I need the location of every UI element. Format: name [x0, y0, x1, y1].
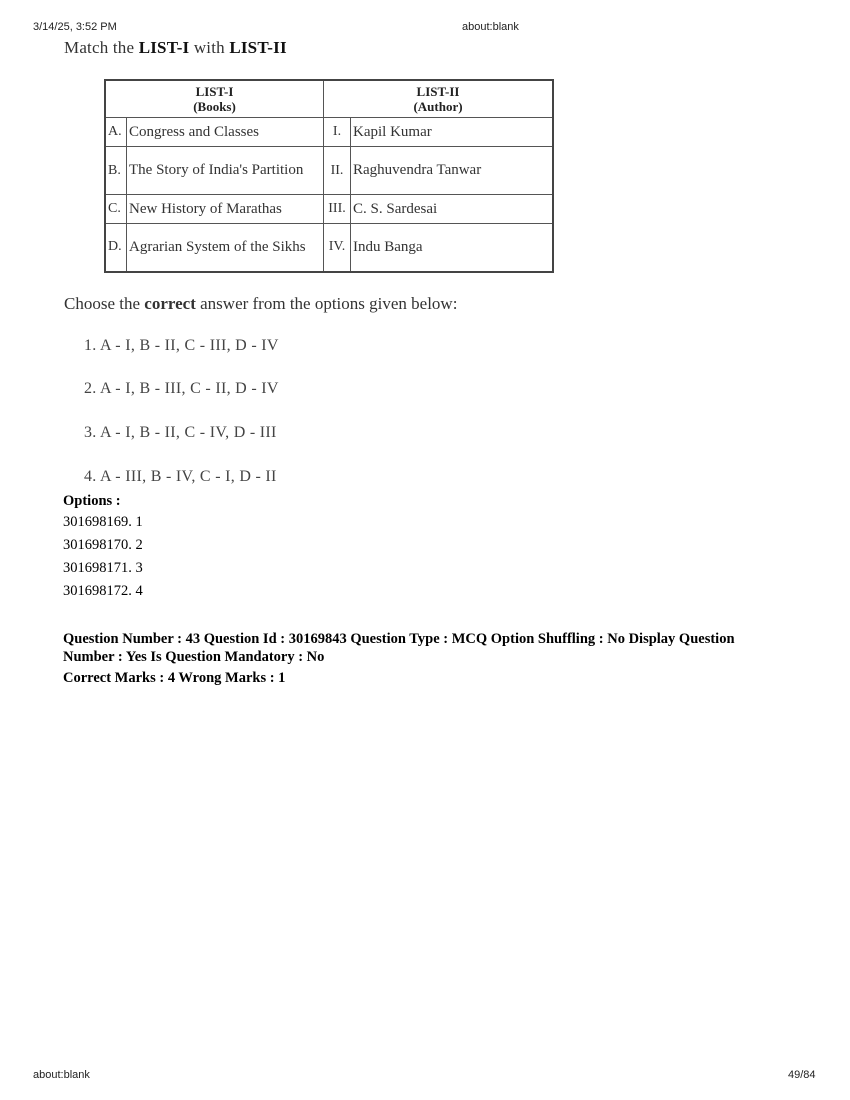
title-list1: LIST-I	[138, 38, 190, 57]
header-url: about:blank	[462, 21, 519, 33]
row-letter: B.	[105, 147, 127, 195]
match-table	[104, 79, 554, 273]
col2-title: LIST-II	[416, 84, 460, 99]
question-marks: Correct Marks : 4 Wrong Marks : 1	[63, 670, 286, 686]
row-author: Indu Banga	[351, 224, 554, 272]
row-author: Kapil Kumar	[351, 118, 554, 147]
col1-subtitle: (Books)	[193, 99, 236, 114]
question-meta-line1: Question Number : 43 Question Id : 30169843 Question Type : MCQ Option Shuffling : No Display Question	[63, 631, 735, 647]
answer-choice: 2. A - I, B - III, C - II, D - IV	[84, 380, 279, 397]
row-roman: I.	[324, 118, 351, 147]
title-prefix: Match the	[64, 38, 139, 57]
option-item: 301698170. 2	[63, 537, 143, 553]
table-row	[105, 118, 553, 147]
col2-subtitle: (Author)	[413, 99, 463, 114]
options-label: Options :	[63, 493, 121, 509]
col1-header	[105, 80, 324, 118]
answer-choice: 4. A - III, B - IV, C - I, D - II	[84, 468, 277, 485]
option-item: 301698172. 4	[63, 583, 143, 599]
option-item: 301698171. 3	[63, 560, 143, 576]
title-with: with	[189, 38, 230, 57]
row-book: New History of Marathas	[127, 195, 324, 224]
row-letter: A.	[105, 118, 127, 147]
question-image	[64, 38, 624, 485]
title-list2: LIST-II	[229, 38, 287, 57]
prompt-bold: correct	[144, 294, 196, 313]
header-datetime: 3/14/25, 3:52 PM	[33, 21, 117, 33]
table-row	[105, 195, 553, 224]
row-letter: D.	[105, 224, 127, 272]
row-author: Raghuvendra Tanwar	[351, 147, 554, 195]
question-prompt	[64, 294, 457, 314]
row-book: Agrarian System of the Sikhs	[127, 224, 324, 272]
col1-title: LIST-I	[195, 84, 234, 99]
table-row	[105, 224, 553, 272]
question-meta-line2: Number : Yes Is Question Mandatory : No	[63, 649, 325, 665]
table-header-row	[105, 80, 553, 118]
row-book: The Story of India's Partition	[127, 147, 324, 195]
row-author: C. S. Sardesai	[351, 195, 554, 224]
question-title	[64, 38, 624, 58]
row-book: Congress and Classes	[127, 118, 324, 147]
row-roman: II.	[324, 147, 351, 195]
row-roman: III.	[324, 195, 351, 224]
option-item: 301698169. 1	[63, 514, 143, 530]
prompt-prefix: Choose the	[64, 294, 145, 313]
row-roman: IV.	[324, 224, 351, 272]
prompt-suffix: answer from the options given below:	[195, 294, 458, 313]
footer-url: about:blank	[33, 1069, 90, 1081]
table-row	[105, 147, 553, 195]
row-letter: C.	[105, 195, 127, 224]
answer-choice: 3. A - I, B - II, C - IV, D - III	[84, 424, 277, 441]
col2-header	[324, 80, 554, 118]
answer-choice: 1. A - I, B - II, C - III, D - IV	[84, 337, 279, 354]
page-number: 49/84	[788, 1069, 816, 1081]
